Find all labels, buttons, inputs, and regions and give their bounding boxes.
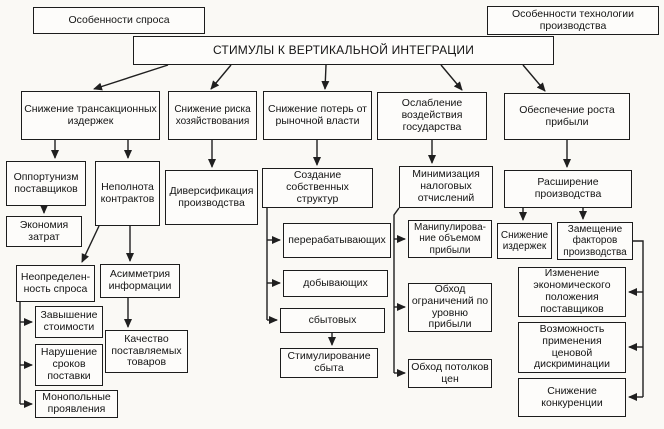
- node-profit-level-bypass: Обход ограничений по уровню прибыли: [408, 283, 492, 332]
- node-stimuli-title: СТИМУЛЫ К ВЕРТИКАЛЬНОЙ ИНТЕГРАЦИИ: [133, 36, 554, 65]
- node-cost-economy: Экономия затрат: [6, 216, 82, 247]
- node-processing: перерабатывающих: [283, 223, 391, 258]
- node-profit-growth: Обеспечение роста прибыли: [504, 93, 630, 140]
- node-delivery-delays: Нарушение сроков поставки: [35, 344, 103, 386]
- node-tax-minimization: Минимизация налоговых отчислений: [399, 166, 493, 208]
- node-market-power-losses: Снижение потерь от рыночной власти: [263, 91, 372, 140]
- node-supplied-goods-quality: Качество поставляемых товаров: [105, 330, 188, 373]
- node-diversification: Диверсификация производства: [165, 170, 258, 225]
- node-state-influence: Ослабление воздействия государства: [377, 92, 487, 140]
- node-own-structures: Создание собственных структур: [262, 168, 373, 208]
- node-demand-features: Особенности спроса: [33, 7, 205, 34]
- node-price-ceilings-bypass: Обход потолков цен: [408, 359, 492, 388]
- node-demand-uncertainty: Неопределен- ность спроса: [16, 265, 95, 302]
- node-monopoly-manifestations: Монопольные проявления: [35, 390, 118, 418]
- node-competition-reduction: Снижение конкуренции: [518, 378, 626, 417]
- node-supplier-position-change: Изменение экономического положения поставщиков: [518, 267, 626, 317]
- node-incomplete-contracts: Неполнота контрактов: [95, 161, 160, 226]
- node-price-discrimination: Возможность применения ценовой дискриминации: [518, 322, 626, 373]
- node-factor-substitution: Замещение факторов производства: [557, 222, 633, 260]
- node-extraction: добывающих: [283, 270, 388, 297]
- node-risk-reduction: Снижение риска хозяйствования: [168, 91, 257, 140]
- node-technology-features: Особенности технологии производства: [487, 6, 659, 35]
- node-supplier-opportunism: Оппортунизм поставщиков: [6, 161, 86, 206]
- node-production-expansion: Расширение производства: [504, 170, 632, 208]
- node-profit-volume-manipulation: Манипулирова- ние объемом прибыли: [408, 220, 492, 258]
- node-cost-reduction: Снижение издержек: [497, 223, 552, 259]
- node-information-asymmetry: Асимметрия информации: [100, 264, 180, 298]
- node-transaction-costs: Снижение трансакционных издержек: [21, 91, 160, 140]
- node-cost-overstatement: Завышение стоимости: [35, 306, 103, 338]
- node-sales-promotion: Стимулирование сбыта: [280, 348, 378, 378]
- node-sales: сбытовых: [280, 308, 385, 333]
